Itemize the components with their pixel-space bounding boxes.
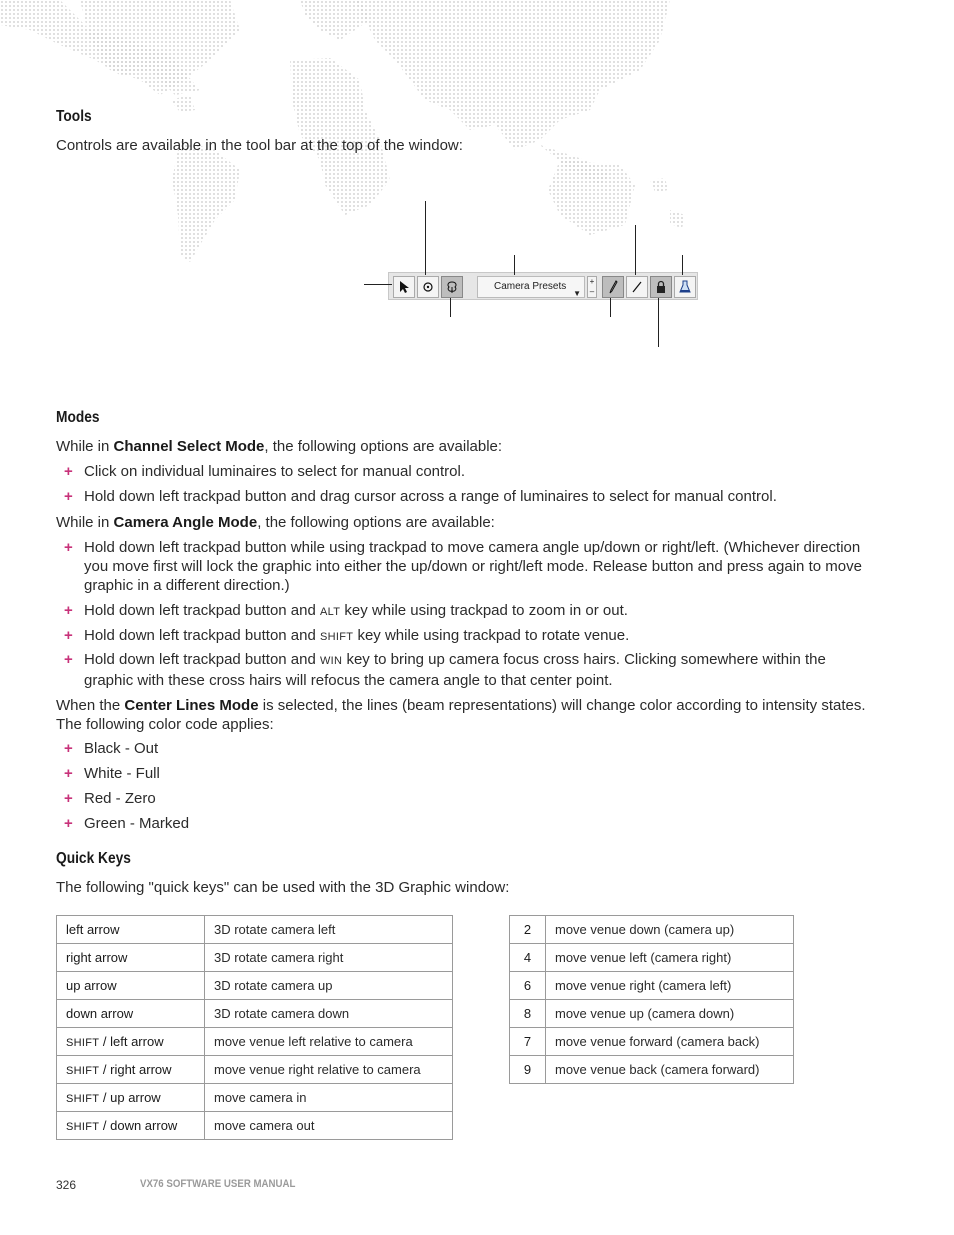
table-row [510,972,794,1000]
tools-heading: Tools [56,108,92,125]
table-row [57,1112,453,1140]
key-cell: SHIFT / up arrow [57,1084,205,1112]
quick-keys-intro: The following "quick keys" can be used with the 3D Graphic window: [56,879,510,896]
callout-line [635,225,636,275]
key-cell: 4 [510,944,546,972]
table-row [57,1028,453,1056]
action-cell: 3D rotate camera up [205,972,453,1000]
callout-line [514,255,515,275]
quick-keys-table-arrows [56,915,453,1140]
key-cell: SHIFT / left arrow [57,1028,205,1056]
list-item: + Hold down left trackpad button and ALT key while using trackpad to zoom in or out. [64,602,628,619]
list-item: + Black - Out [64,740,159,757]
action-cell: move venue right relative to camera [205,1056,453,1084]
plus-minus-stepper: + – [587,276,597,298]
target-icon [417,276,439,298]
table-row [510,944,794,972]
flask-icon [674,276,696,298]
list-item: + Hold down left trackpad button and drag cursor across a range of luminaires to select for manual control. [64,488,777,505]
action-cell: move camera in [205,1084,453,1112]
toolbar-figure [388,272,698,300]
action-cell: move venue up (camera down) [546,1000,794,1028]
table-row [510,916,794,944]
callout-line [450,298,451,317]
camera-presets-dropdown: Camera Presets ▼ [477,276,585,298]
key-cell: SHIFT / down arrow [57,1112,205,1140]
action-cell: 3D rotate camera right [205,944,453,972]
action-cell: move venue back (camera forward) [546,1056,794,1084]
key-cell: 6 [510,972,546,1000]
key-cell: SHIFT / right arrow [57,1056,205,1084]
table-row [57,1084,453,1112]
action-cell: move venue down (camera up) [546,916,794,944]
lock-icon [650,276,672,298]
table-row [57,1000,453,1028]
arrow-pointer-icon [393,276,415,298]
table-row [57,972,453,1000]
key-cell: right arrow [57,944,205,972]
action-cell: 3D rotate camera down [205,1000,453,1028]
callout-line [364,284,392,285]
list-item: + White - Full [64,765,160,782]
quick-keys-table-numpad [509,915,794,1084]
callout-line [425,201,426,275]
page-number: 326 [56,1178,77,1192]
list-item: + Click on individual luminaires to select for manual control. [64,463,466,480]
orbit-icon [441,276,463,298]
action-cell: move venue right (camera left) [546,972,794,1000]
action-cell: move venue left (camera right) [546,944,794,972]
list-item: + Green - Marked [64,815,190,832]
manual-title: VX76 SOFTWARE USER MANUAL [140,1178,296,1190]
callout-line [610,298,611,317]
key-cell: 8 [510,1000,546,1028]
action-cell: 3D rotate camera left [205,916,453,944]
list-item: + Hold down left trackpad button while using trackpad to move camera angle up/down or right/left. (Whichever direction you move first will lock the graphic into either the up/down or right/left mode. Release button and press again to move graphic in a different direction.) [64,539,862,594]
key-cell: 7 [510,1028,546,1056]
table-row [510,1056,794,1084]
key-cell: left arrow [57,916,205,944]
action-cell: move camera out [205,1112,453,1140]
table-row [57,916,453,944]
key-cell: 9 [510,1056,546,1084]
modes-heading: Modes [56,409,100,426]
world-map-background [0,0,954,270]
camera-angle-intro: While in Camera Angle Mode, the following options are available: [56,514,495,531]
list-item: + Red - Zero [64,790,156,807]
callout-line [658,298,659,347]
list-item: + Hold down left trackpad button and WIN key to bring up camera focus cross hairs. Clicking somewhere within the graphic with these cross hairs will refocus the camera angle to that center point. [64,651,826,689]
table-row [57,944,453,972]
table-row [510,1028,794,1056]
callout-line [682,255,683,275]
brush-icon [602,276,624,298]
action-cell: move venue left relative to camera [205,1028,453,1056]
center-lines-intro: When the Center Lines Mode is selected, the lines (beam representations) will change color according to intensity states. The following color code applies: [56,697,866,733]
line-icon [626,276,648,298]
quick-keys-heading: Quick Keys [56,850,131,867]
table-row [510,1000,794,1028]
tools-intro: Controls are available in the tool bar at the top of the window: [56,137,463,154]
key-cell: down arrow [57,1000,205,1028]
key-cell: up arrow [57,972,205,1000]
key-cell: 2 [510,916,546,944]
channel-select-intro: While in Channel Select Mode, the following options are available: [56,438,503,455]
table-row [57,1056,453,1084]
action-cell: move venue forward (camera back) [546,1028,794,1056]
list-item: + Hold down left trackpad button and SHIFT key while using trackpad to rotate venue. [64,627,630,644]
